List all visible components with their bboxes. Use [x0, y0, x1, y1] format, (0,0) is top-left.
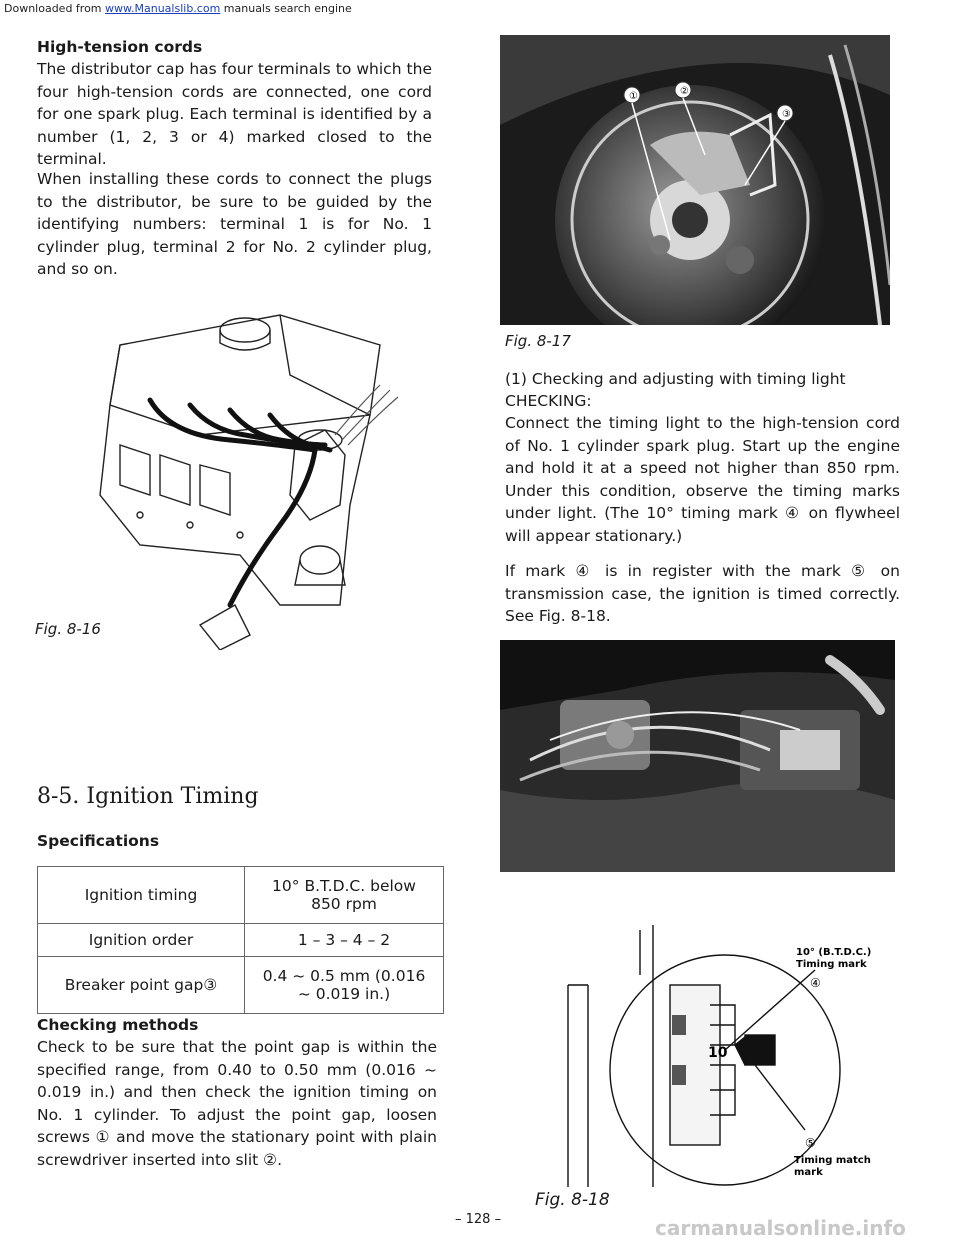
manualslib-link[interactable]: www.Manualslib.com [105, 2, 221, 15]
table-row [38, 867, 444, 924]
high-tension-para-1: The distributor cap has four terminals to which the four high-tension cords are connected, one cord for one spark plug. Each terminal is identified by a number (1, 2, 3 or 4) marked closed to the terminal. [37, 60, 432, 168]
mark-label: 10° (B.T.D.C.) [796, 947, 872, 958]
page-number: – 128 – [455, 1212, 502, 1227]
header-suffix: manuals search engine [223, 2, 352, 15]
match-label: Timing match [794, 1155, 871, 1166]
register-text: If mark ④ is in register with the mark ⑤ on transmission case, the ignition is timed correctly. See Fig. 8-18. [505, 562, 900, 625]
timing-light-photo [500, 640, 895, 872]
table-cell-value: 1 – 3 – 4 – 2 [245, 924, 444, 957]
scale-label: 10 [708, 1045, 728, 1061]
section-title: 8-5. Ignition Timing [37, 784, 259, 809]
fig-8-17-caption: Fig. 8-17 [505, 332, 571, 350]
photo-callout-3: ③ [782, 109, 791, 120]
fig-8-16-caption: Fig. 8-16 [35, 620, 101, 638]
timing-mark-diagram [560, 925, 900, 1200]
table-cell-label: Ignition order [38, 924, 245, 957]
spec-table [37, 866, 444, 1014]
table-cell-label: Ignition timing [38, 867, 245, 924]
footer-watermark: carmanualsonline.info [655, 1216, 906, 1240]
distributor-photo [500, 35, 890, 325]
checking-label: CHECKING: [505, 392, 592, 410]
step-title: (1) Checking and adjusting with timing light [505, 370, 846, 388]
table-cell-value: 10° B.T.D.C. below 850 rpm [245, 867, 444, 924]
match-sublabel: mark [794, 1167, 823, 1178]
mark-sublabel: Timing mark [796, 959, 867, 970]
photo-callout-2: ② [680, 86, 689, 97]
checking-text: Connect the timing light to the high-tension cord of No. 1 cylinder spark plug. Start up the engine and hold it at a speed not higher than 850 rpm. Under this condition, observe the timing marks under light. (The 10° timing mark ④ on flywheel will appear stationary.) [505, 414, 900, 545]
high-tension-para-2: When installing these cords to connect the plugs to the distributor, be sure to be guided by the identifying numbers: terminal 1 is for No. 1 cylinder plug, terminal 2 for No. 2 cylinder plug, and so on. [37, 170, 432, 278]
mark-4-number: ④ [810, 976, 821, 990]
high-tension-heading: High-tension cords [37, 38, 203, 56]
methods-heading: Checking methods [37, 1016, 199, 1034]
table-row [38, 957, 444, 1014]
photo-callout-1: ① [629, 91, 638, 102]
mark-5-number: ⑤ [805, 1136, 816, 1150]
download-header [4, 2, 352, 15]
table-cell-value: 0.4 ~ 0.5 mm (0.016 ~ 0.019 in.) [245, 957, 444, 1014]
methods-text: Check to be sure that the point gap is within the specified range, from 0.40 to 0.50 mm (0.016 ~ 0.019 in.) and then check the ignition timing on No. 1 cylinder. To adjust the point gap, loosen screws ① and move the stationary point with plain screwdriver inserted into slit ②. [37, 1038, 437, 1169]
spec-heading: Specifications [37, 832, 160, 850]
table-row [38, 924, 444, 957]
table-cell-label: Breaker point gap③ [38, 957, 245, 1014]
fig-8-18-caption: Fig. 8-18 [535, 1190, 610, 1210]
header-prefix: Downloaded from [4, 2, 102, 15]
engine-illustration [80, 305, 410, 650]
